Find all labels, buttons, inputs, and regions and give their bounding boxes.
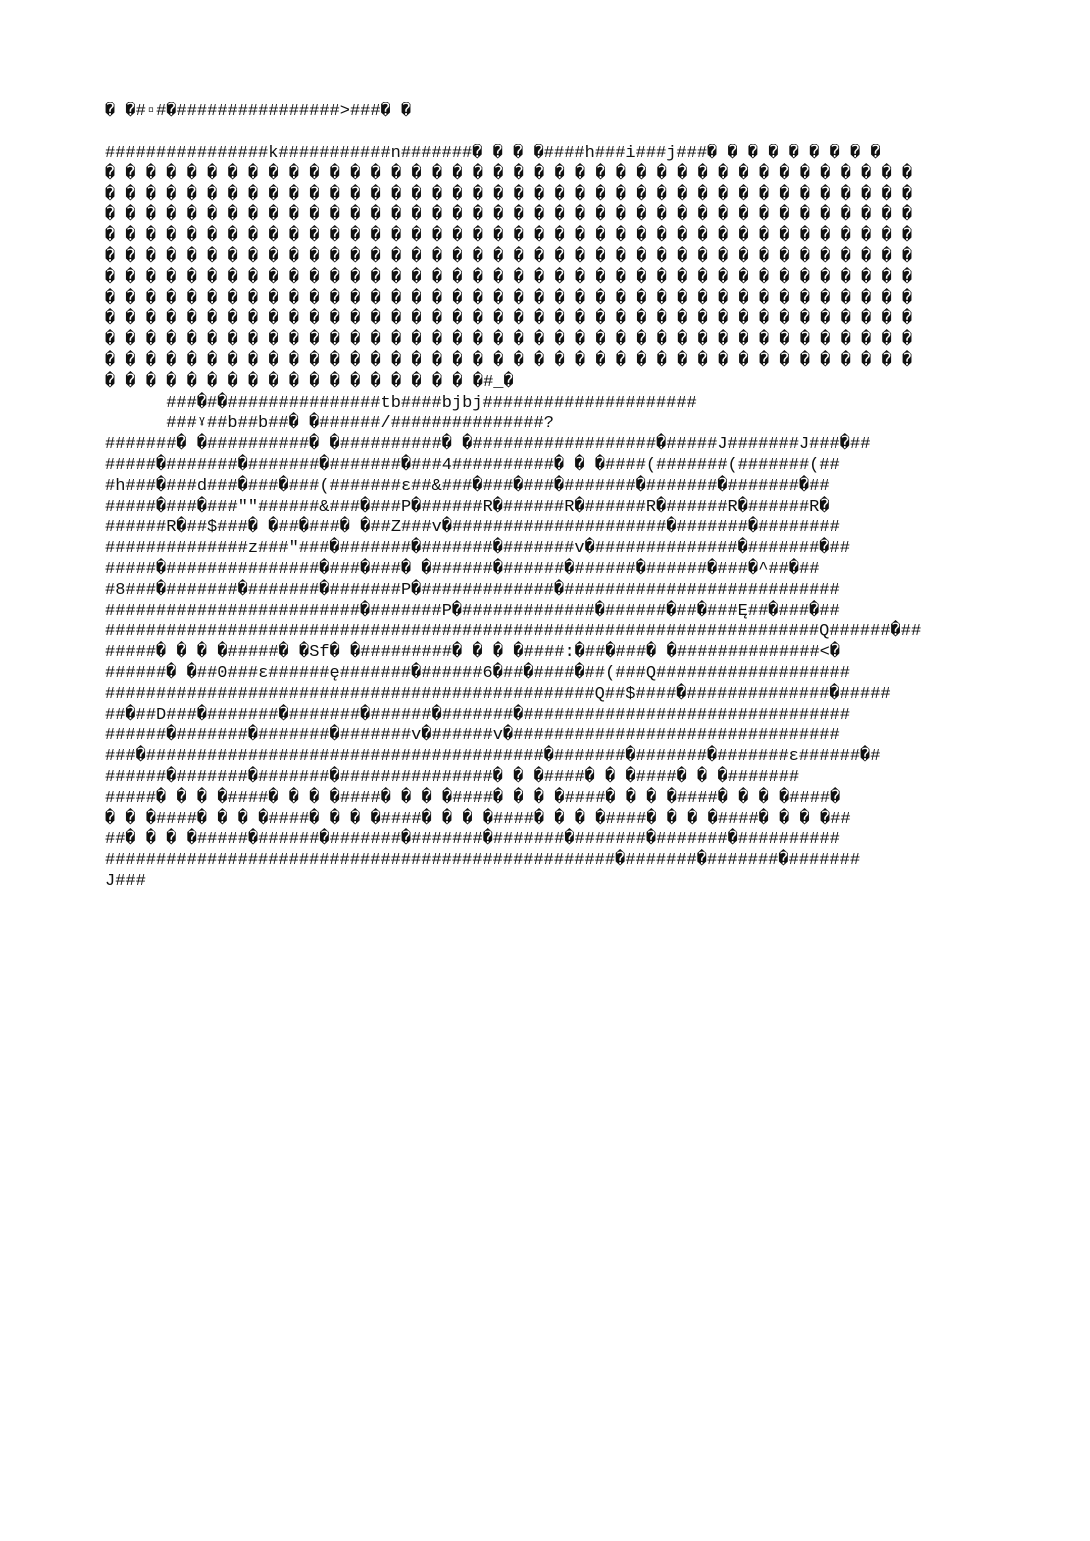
- text-line: J###: [105, 871, 146, 891]
- text-line: � � � � � � � � � � � � � � � � � � � � � � � � � � � � � � � � � � � � � � � �: [105, 247, 913, 267]
- text-line: ##############z###"###�#######�#######�#######v�##############�#######�##: [105, 539, 850, 559]
- text-line: #####� � � �####� � � �####� � � �####� � � �####� � � �####� � � �####�: [105, 788, 841, 808]
- text-line: ##################################################�#######�#######�#######: [105, 851, 861, 871]
- text-line: ################################################Q##$####�##############�#####: [105, 684, 891, 704]
- text-line: � � � � � � � � � � � � � � � � � � � � � � � � � � � � � � � � � � � � � � � �: [105, 289, 913, 309]
- text-line: ######################################################################Q######�##: [105, 622, 922, 642]
- text-line: � � � � � � � � � � � � � � � � � � � � � � � � � � � � � � � � � � � � � � � �: [105, 310, 913, 330]
- text-line: ################k###########n#######� � � �####h###i###j###� � � � � � � � �: [105, 144, 881, 163]
- text-line: ######�#######�#######�#######v�######v�################################: [105, 726, 840, 746]
- text-line: � � � � � � � � � � � � � � � � � � � � � � � � � � � � � � � � � � � � � � � �: [105, 331, 913, 351]
- text-line: #####�###############�###�###� �######�######�######�######�###�^##�##: [105, 559, 820, 579]
- text-line: � � � � � � � � � � � � � � � � � � � � � � � � � � � � � � � � � � � � � � � �: [105, 227, 913, 247]
- text-line: #h###�###d###�###�###(#######ɛ##&###�###�###�#######�#######�#######�##: [105, 476, 830, 496]
- text-line: ##� � � �#####�######�#######�#######�#######�#######�#######�##########: [105, 830, 840, 850]
- text-line: � � � � � � � � � � � � � � � � � � � � � � � � � � � � � � � � � � � � � � � �: [105, 351, 913, 371]
- text-line: ##�##D###�#######�#######�######�#######�################################: [105, 705, 850, 725]
- document-body: [105, 144, 985, 893]
- text-line: #8###�#######�#######�#######P�#############�###########################: [105, 580, 840, 600]
- header-line: � �#▫#�################>###� �: [105, 102, 412, 121]
- text-line: � � � � � � � � � � � � � � � � � � � � � � � � � � � � � � � � � � � � � � � �: [105, 206, 913, 226]
- text-line: � � �####� � � �####� � � �####� � � �####� � � �####� � � �####� � � �##: [105, 809, 851, 829]
- text-line: ###�#�###############tb####bjbj#####################: [105, 393, 697, 413]
- text-line: #######� �##########� �##########� �##################�#####J#######J###�##: [105, 435, 871, 455]
- text-line: #####�#######�#######�#######�###4##########� � �####(#######(#######(##: [105, 455, 840, 475]
- text-line: #####�###�###""######&###�###P�######R�######R�######R�######R�######R�: [105, 497, 830, 517]
- text-line: � � � � � � � � � � � � � � � � � � �#_�: [105, 372, 514, 392]
- text-line: #########################�#######P�#############�######�##�###Ę##�###�##: [105, 601, 840, 621]
- text-line: ###�#######################################�#######�#######�#######ɛ######�#: [105, 747, 881, 767]
- text-line: � � � � � � � � � � � � � � � � � � � � � � � � � � � � � � � � � � � � � � � �: [105, 268, 913, 288]
- text-line: ######R�##$###� �##�###� �##Z###v�#####################�#######�########: [105, 518, 840, 538]
- text-line: � � � � � � � � � � � � � � � � � � � � � � � � � � � � � � � � � � � � � � � �: [105, 164, 913, 184]
- text-line: ###ˠ##b##b##� �######/###############?: [105, 414, 554, 434]
- text-line: ######�#######�#######�###############� � �####� � �####� � �#######: [105, 767, 800, 787]
- text-line: � � � � � � � � � � � � � � � � � � � � � � � � � � � � � � � � � � � � � � � �: [105, 185, 913, 205]
- text-line: #####� � � �#####� �Sf� �#########� � � �####:�##�###� �##############<�: [105, 643, 841, 663]
- text-line: ######� �##0###ɛ######ę#######�######6�##�####�##(###Q###################: [105, 663, 850, 683]
